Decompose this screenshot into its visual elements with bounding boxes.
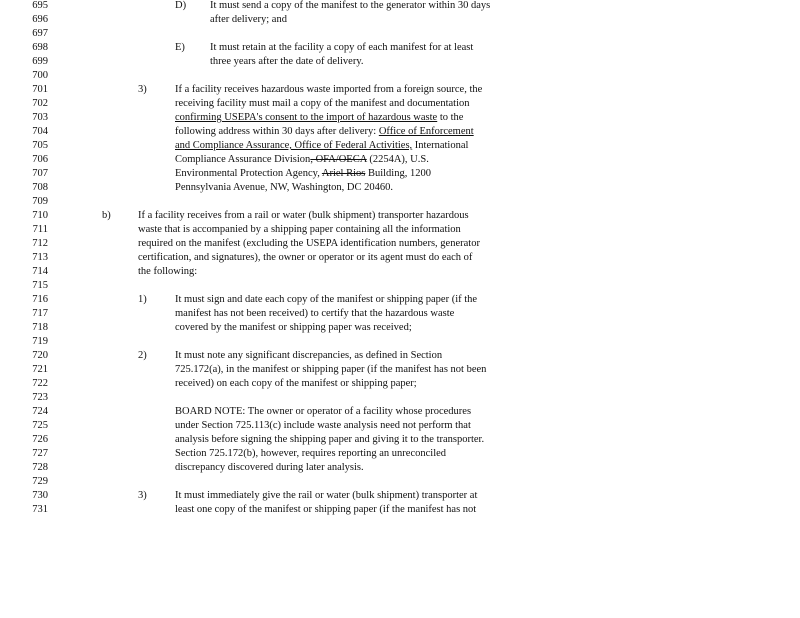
text-line: BOARD NOTE: The owner or operator of a facility whose procedures [175,406,472,417]
line-number: 712 [32,238,48,249]
text-line: It must sign and date each copy of the manifest or shipping paper (if the [175,294,478,305]
text-line: waste that is accompanied by a shipping paper containing all the information [138,224,461,235]
line-number: 729 [32,476,48,487]
line-number: 702 [32,98,48,109]
line-number: 700 [32,70,48,81]
deleted-text: Ariel Rios [321,168,366,179]
line-number: 723 [32,392,48,403]
line-number: 718 [32,322,48,333]
item-label: 2) [138,350,147,361]
item-label: 1) [138,294,147,305]
line-number: 711 [32,224,48,235]
line-number: 717 [32,308,48,319]
line-number: 725 [32,420,48,431]
text-line: If a facility receives from a rail or water (bulk shipment) transporter hazardous [138,210,469,221]
text-line: It must note any significant discrepancies, as defined in Section [175,350,443,361]
text-run: Environmental Protection Agency, [175,168,322,179]
line-number: 721 [32,364,48,375]
line-number: 695 [32,0,48,11]
item-label: 3) [138,84,147,95]
text-line: It must immediately give the rail or water (bulk shipment) transporter at [175,490,478,501]
text-line: required on the manifest (excluding the USEPA identification numbers, generator [138,238,480,249]
line-number: 699 [32,56,48,67]
line-number: 701 [32,84,48,95]
text-line: Pennsylvania Avenue, NW, Washington, DC 20460. [175,182,393,193]
line-number: 710 [32,210,48,221]
text-line: the following: [138,266,198,277]
line-number: 708 [32,182,48,193]
text-run: (2254A), U.S. [366,154,429,165]
text-line: Section 725.172(b), however, requires reporting an unreconciled [175,448,447,459]
line-number: 728 [32,462,48,473]
text-line: received) on each copy of the manifest or shipping paper; [175,378,417,389]
line-number: 722 [32,378,48,389]
text-line: discrepancy discovered during later analysis. [175,462,364,473]
text-line: If a facility receives hazardous waste imported from a foreign source, the [175,84,483,95]
line-number: 724 [32,406,48,417]
line-number: 719 [32,336,48,347]
inserted-text: and Compliance Assurance, Office of Federal Activities, [175,140,413,151]
line-number: 706 [32,154,48,165]
line-number: 713 [32,252,48,263]
text-line: manifest has not been received) to certify that the hazardous waste [175,308,455,319]
line-number: 703 [32,112,48,123]
line-number: 704 [32,126,48,137]
text-run: International [412,140,469,151]
text-line [175,112,463,124]
line-number: 731 [32,504,48,515]
line-number: 716 [32,294,48,305]
text-line: under Section 725.113(c) include waste analysis need not perform that [175,420,471,431]
line-number: 715 [32,280,48,291]
deleted-text: , OFA/OECA [310,154,367,165]
item-label: 3) [138,490,147,501]
text-line: covered by the manifest or shipping paper was received; [175,322,412,333]
text-line: analysis before signing the shipping paper and giving it to the transporter. [175,434,485,445]
inserted-text: Office of Enforcement [378,126,474,137]
line-number: 696 [32,14,48,25]
line-number: 709 [32,196,48,207]
text-line: receiving facility must mail a copy of the manifest and documentation [175,98,470,109]
line-number: 697 [32,28,48,39]
line-number: 730 [32,490,48,501]
text-run: Building, 1200 [365,168,431,179]
line-number: 698 [32,42,48,53]
text-line [175,168,431,180]
text-run: to the [437,112,464,123]
line-number: 705 [32,140,48,151]
subitem-label: D) [175,0,187,11]
text-line [175,126,474,138]
text-line: 725.172(a), in the manifest or shipping paper (if the manifest has not been [175,364,487,375]
inserted-text: confirming USEPA's consent to the import of hazardous waste [175,112,438,123]
text-line: after delivery; and [210,14,287,25]
line-number: 727 [32,448,48,459]
text-line: least one copy of the manifest or shipping paper (if the manifest has not [175,504,477,515]
subsection-label: b) [102,210,111,221]
subitem-label: E) [175,42,185,53]
text-line [175,154,429,166]
line-number: 714 [32,266,48,277]
text-line: certification, and signatures), the owner or operator or its agent must do each of [138,252,473,263]
line-number: 707 [32,168,48,179]
text-line: three years after the date of delivery. [210,56,364,67]
text-line: It must send a copy of the manifest to the generator within 30 days [210,0,491,11]
text-run: following address within 30 days after delivery: [175,126,379,137]
text-run: Compliance Assurance Division [175,154,311,165]
text-line: It must retain at the facility a copy of each manifest for at least [210,42,474,53]
line-number: 720 [32,350,48,361]
line-number: 726 [32,434,48,445]
text-line [175,140,468,152]
